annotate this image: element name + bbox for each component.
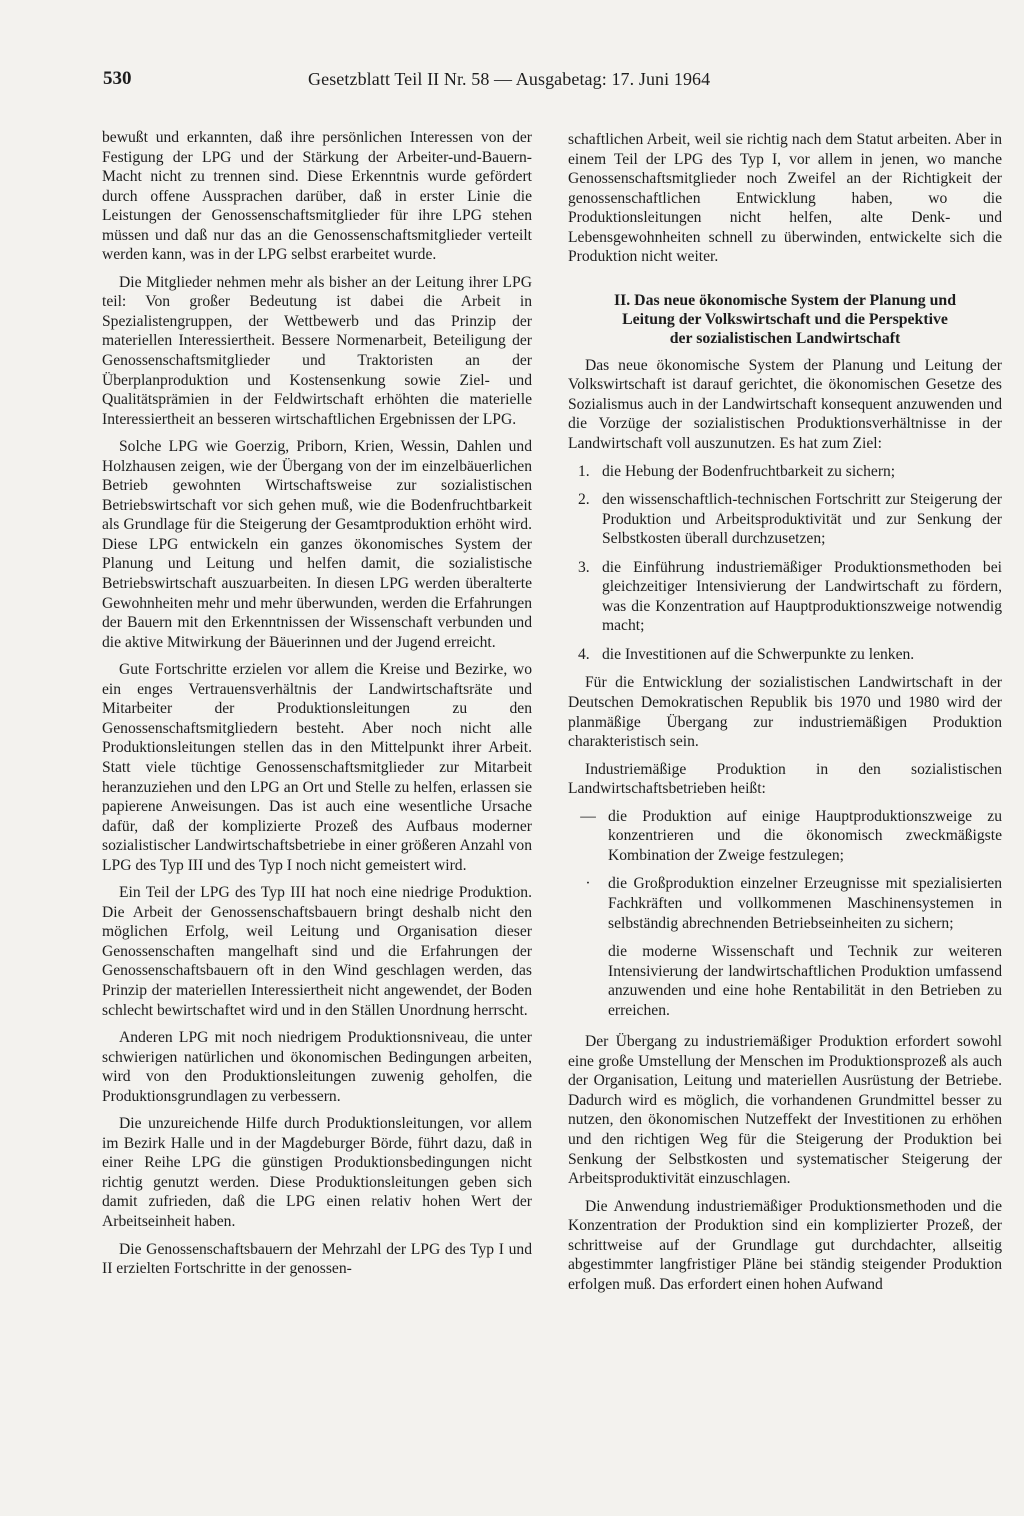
list-number: 2. <box>578 491 590 509</box>
list-text: die moderne Wissenschaft und Technik zur weiteren Intensivierung der landwirtschaftlichen Produktion umfassend anzuwenden und eine hohe Rentabilität in den Betrieben zu erreichen. <box>608 943 1002 1019</box>
list-number: 1. <box>578 462 590 480</box>
paragraph: Die Mitglieder nehmen mehr als bisher an der Leitung ihrer LPG teil: Von großer Bedeutung ist dabei die Arbeit in Spezialistengruppen, der Wettbewerb und das Prinzip der materiellen Interessiertheit. Bessere Normenarbeit, Beteiligung der Genossenschaftsmitglieder und Traktoristen an der Überplanproduktion und Kostensenkung sowie Ziel- und Qualitätsprämien in der Feldwirtschaft erhöhten die materielle Interessiertheit an besseren wirtschaftlichen Ergebnissen der LPG. <box>102 273 532 428</box>
paragraph: schaftlichen Arbeit, weil sie richtig nach dem Statut arbeiten. Aber in einem Teil der LPG des Typ I, vor allem in jenen, wo manche Genossenschaftsmitglieder noch Zweifel an der Richtigkeit der genossenschaftlichen Entwicklung haben, wo die Produktionsleitungen nicht helfen, alte Denk- und Lebensgewohnheiten schnell zu überwinden, entwickelte sich die Produktion nicht weiter. <box>568 131 1002 266</box>
list-text: die Großproduktion einzelner Erzeugnisse mit spezialisierten Fachkräften und vollkommenen Maschinensystemen in selbständig abrechnenden Betriebseinheiten zu sichern; <box>608 875 1002 932</box>
list-marker: — <box>580 807 596 825</box>
list-item <box>568 490 1002 549</box>
paragraph: bewußt und erkannten, daß ihre persönlichen Interessen von der Festigung der LPG und der Stärkung der Arbeiter-und-Bauern-Macht nicht zu trennen sind. Diese Erkenntnis wurde gefördert durch offene Aussprachen darüber, daß in erster Linie die Leistungen der Genossenschaftsmitglieder für ihre LPG stehen müssen und daß nur das an die Genossenschaftsmitglieder verteilt werden kann, was in der LPG selbst erarbeitet wurde. <box>102 129 532 264</box>
paragraph: Anderen LPG mit noch niedrigem Produktionsniveau, die unter schwierigen natürlichen und ökonomischen Bedingungen arbeiten, wird von den Produktionsleitungen zuwenig geholfen, die Produktionsgrundlagen zu verbessern. <box>102 1029 532 1105</box>
list-item <box>568 558 1002 636</box>
list-text: die Hebung der Bodenfruchtbarkeit zu sichern; <box>602 462 896 480</box>
list-item <box>568 874 1002 933</box>
list-text: die Einführung industriemäßiger Produktionsmethoden bei gleichzeitiger Intensivierung der Landwirtschaft zu fördern, was die Konzentration auf Hauptproduktionszweige notwendig macht; <box>602 558 1002 635</box>
section-heading-line: II. Das neue ökonomische System der Planung und <box>613 291 957 309</box>
list-text: den wissenschaftlich-technischen Fortschritt zur Steigerung der Produktion und Arbeitsproduktivität und zur Senkung der Selbstkosten überall durchzusetzen; <box>602 491 1002 548</box>
paragraph: Der Übergang zu industriemäßiger Produktion erfordert sowohl eine große Umstellung der Menschen im Produktionsprozeß als auch der Organisation, Leitung und materiellen Ausrüstung der Betriebe. Dadurch wird es möglich, die vorhandenen Grundmittel besser zu nutzen, den ökonomischen Nutzeffekt der Investitionen zu erhöhen und den richtigen Weg für die Steigerung der Produktion bei Senkung der Selbstkosten und systematischer Steigerung der Arbeitsproduktivität einzuschlagen. <box>568 1033 1002 1188</box>
paragraph: Die Anwendung industriemäßiger Produktionsmethoden und die Konzentration der Produktion sind ein komplizierter Prozeß, der schrittweise auf der Grundlage gut durchdachter, allseitig abgestimmter langfristiger Pläne bei ständig steigender Produktion erfolgen muß. Das erfordert einen hohen Aufwand <box>568 1197 1002 1293</box>
industrial-points-list <box>568 807 1002 1020</box>
list-item <box>568 462 1002 482</box>
paragraph: Solche LPG wie Goerzig, Priborn, Krien, Wessin, Dahlen und Holzhausen zeigen, wie der Übergang von der im einzelbäuerlichen Betrieb gewohnten Wirtschaftsweise zur sozialistischen Betriebswirtschaft vor sich gehen muß, wie die Bodenfruchtbarkeit als Grundlage für die Steigerung der Gesamtproduktion erhöht wird. Diese LPG entwickeln ein ganzes ökonomisches System der Planung und Leitung und helfen damit, die sozialistische Betriebswirtschaft auszuarbeiten. In diesen LPG werden überalterte Gewohnheiten mehr und mehr überwunden, werden die Erfahrungen der Bauern mit den Erkenntnissen der Wissenschaft verbunden und die aktive Mitwirkung der Bäuerinnen und der Jugend erreicht. <box>102 438 532 651</box>
paragraph: Das neue ökonomische System der Planung und Leitung der Volkswirtschaft ist darauf gerichtet, die ökonomischen Gesetze des Sozialismus auch in der Landwirtschaft konsequent anzuwenden und die Vorzüge der sozialistischen Produktionsverhältnisse in der Landwirtschaft voll auszunutzen. Es hat zum Ziel: <box>568 356 1002 453</box>
paragraph: Ein Teil der LPG des Typ III hat noch eine niedrige Produktion. Die Arbeit der Genossenschaftsbauern bringt deshalb nicht den möglichen Erfolg, weil Leitung und Organisation dieser Genossenschaften mangelhaft sind und die Erfahrungen der Genossenschaftsbauern oft in den Wind geschlagen werden, das Prinzip der materiellen Interessiertheit nicht angewendet, der Boden schlecht bewirtschaftet wird und in den Ställen Unordnung herrscht. <box>102 884 532 1019</box>
section-heading-line: der sozialistischen Landwirtschaft <box>669 329 901 347</box>
paragraph: Die Genossenschaftsbauern der Mehrzahl der LPG des Typ I und II erzielten Fortschritte in der genossen- <box>102 1240 532 1278</box>
paragraph: Die unzureichende Hilfe durch Produktionsleitungen, vor allem im Bezirk Halle und in der Magdeburger Börde, führt dazu, daß in einer Reihe LPG die günstigen Produktionsbedingungen nicht richtig genutzt werden. Diese Produktionsleitungen geben sich damit zufrieden, daß die LPG einen relativ hohen Wert der Arbeitseinheit haben. <box>102 1115 532 1230</box>
list-item <box>568 807 1002 866</box>
list-text: die Investitionen auf die Schwerpunkte zu lenken. <box>602 645 915 663</box>
list-marker <box>568 942 608 1020</box>
section-heading <box>568 291 1002 348</box>
list-number: 4. <box>578 645 590 663</box>
list-item <box>568 645 1002 665</box>
left-column <box>102 128 532 1287</box>
paragraph: Industriemäßige Produktion in den sozialistischen Landwirtschaftsbetrieben heißt: <box>568 760 1002 798</box>
list-text: die Produktion auf einige Hauptproduktionszweige zu konzentrieren und die ökonomisch zweckmäßigste Kombination der Zweige festzulegen; <box>608 807 1002 864</box>
paragraph: Für die Entwicklung der sozialistischen Landwirtschaft in der Deutschen Demokratischen Republik bis 1970 und 1980 wird der planmäßige Übergang zur industriemäßigen Produktion charakteristisch sein. <box>568 674 1002 751</box>
goals-list <box>568 462 1002 665</box>
list-item <box>568 942 1002 1020</box>
page-number: 530 <box>103 68 132 89</box>
list-number: 3. <box>578 558 590 576</box>
paragraph: Gute Fortschritte erzielen vor allem die Kreise und Bezirke, wo ein enges Vertrauensverhältnis der Landwirtschaftsräte und Mitarbeiter der Produktionsleitungen zu den Genossenschaftsmitgliedern besteht. Aber noch nicht alle Produktionsleitungen stellen das in den Mittelpunkt ihrer Arbeit. Statt viele tüchtige Genossenschaftsmitglieder zur Mitarbeit heranzuziehen und den LPG an Ort und Stelle zu helfen, erlassen sie papierene Anweisungen. Das ist auch eine wesentliche Ursache dafür, daß der komplizierte Prozeß des Aufbaus moderner sozialistischer Landwirtschaftsbetriebe in einer größeren Anzahl von LPG des Typ III und des Typ I noch nicht gemeistert wird. <box>102 661 532 874</box>
list-marker: · <box>585 875 591 893</box>
header-title: Gesetzblatt Teil II Nr. 58 — Ausgabetag: 17. Juni 1964 <box>308 69 711 89</box>
section-heading-line: Leitung der Volkswirtschaft und die Perspektive <box>622 310 948 328</box>
right-column <box>568 130 1002 1302</box>
page-header <box>103 66 1003 92</box>
